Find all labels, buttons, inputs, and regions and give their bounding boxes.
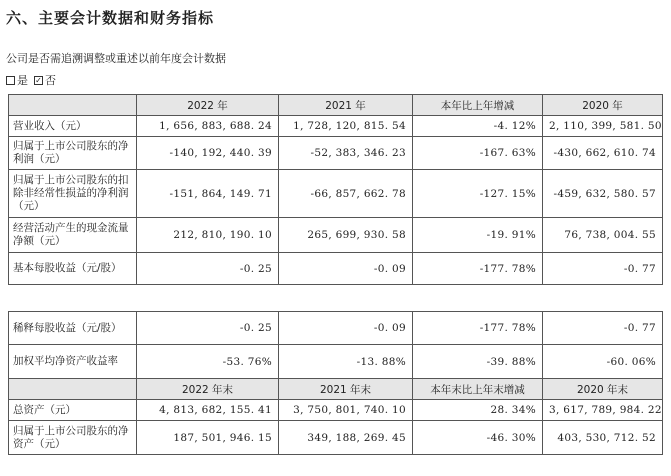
row-label: 归属于上市公司股东的扣除非经常性损益的净利润（元）	[9, 170, 137, 218]
financial-table-1	[8, 94, 663, 285]
header-cell: 2022 年末	[137, 379, 279, 400]
table-cell: -13. 88%	[279, 345, 413, 379]
table-cell: -4. 12%	[413, 116, 543, 137]
table-row	[9, 116, 663, 137]
header-cell: 2020 年	[543, 95, 663, 116]
checkbox-no[interactable]	[34, 76, 43, 85]
table-header-row	[9, 95, 663, 116]
table-cell: -39. 88%	[413, 345, 543, 379]
row-label: 归属于上市公司股东的净资产（元）	[9, 421, 137, 455]
table-cell: -140, 192, 440. 39	[137, 137, 279, 170]
table-row	[9, 421, 663, 455]
row-label: 加权平均净资产收益率	[9, 345, 137, 379]
table-cell: 1, 728, 120, 815. 54	[279, 116, 413, 137]
table-cell: -0. 25	[137, 312, 279, 345]
header-cell: 2021 年	[279, 95, 413, 116]
table-cell: 28. 34%	[413, 400, 543, 421]
table-cell: 1, 656, 883, 688. 24	[137, 116, 279, 137]
table-cell: -19. 91%	[413, 218, 543, 253]
table-cell: 3, 617, 789, 984. 22	[543, 400, 663, 421]
table-cell: 76, 738, 004. 55	[543, 218, 663, 253]
table-row	[9, 312, 663, 345]
table-cell: -127. 15%	[413, 170, 543, 218]
option-yes-label: 是	[17, 74, 28, 87]
table-row	[9, 170, 663, 218]
table-cell: 3, 750, 801, 740. 10	[279, 400, 413, 421]
header-cell: 本年比上年增减	[413, 95, 543, 116]
table-row	[9, 345, 663, 379]
row-label: 营业收入（元）	[9, 116, 137, 137]
table-cell: -0. 09	[279, 312, 413, 345]
restate-options	[6, 72, 56, 88]
table-cell: 212, 810, 190. 10	[137, 218, 279, 253]
table-cell: -0. 77	[543, 312, 663, 345]
table-cell: -430, 662, 610. 74	[543, 137, 663, 170]
table-cell: -53. 76%	[137, 345, 279, 379]
table-row	[9, 253, 663, 285]
table-header-row	[9, 379, 663, 400]
table-cell: -66, 857, 662. 78	[279, 170, 413, 218]
table-cell: -151, 864, 149. 71	[137, 170, 279, 218]
row-label: 基本每股收益（元/股）	[9, 253, 137, 285]
restate-question: 公司是否需追溯调整或重述以前年度会计数据	[6, 52, 226, 65]
header-cell: 2022 年	[137, 95, 279, 116]
table-cell: -177. 78%	[413, 253, 543, 285]
table-row	[9, 400, 663, 421]
table-cell: -167. 63%	[413, 137, 543, 170]
table-row	[9, 218, 663, 253]
row-label: 总资产（元）	[9, 400, 137, 421]
header-cell	[9, 95, 137, 116]
table-cell: -459, 632, 580. 57	[543, 170, 663, 218]
financial-table-2	[8, 311, 663, 455]
table-cell: 2, 110, 399, 581. 50	[543, 116, 663, 137]
row-label: 稀释每股收益（元/股）	[9, 312, 137, 345]
header-cell: 本年末比上年末增减	[413, 379, 543, 400]
table-cell: 403, 530, 712. 52	[543, 421, 663, 455]
table-cell: 4, 813, 682, 155. 41	[137, 400, 279, 421]
table-cell: -0. 09	[279, 253, 413, 285]
header-cell	[9, 379, 137, 400]
table-cell: -60. 06%	[543, 345, 663, 379]
table-row	[9, 137, 663, 170]
row-label: 经营活动产生的现金流量净额（元）	[9, 218, 137, 253]
header-cell: 2020 年末	[543, 379, 663, 400]
table-cell: 265, 699, 930. 58	[279, 218, 413, 253]
table-cell: 187, 501, 946. 15	[137, 421, 279, 455]
header-cell: 2021 年末	[279, 379, 413, 400]
section-title: 六、主要会计数据和财务指标	[6, 9, 215, 27]
table-cell: -52, 383, 346. 23	[279, 137, 413, 170]
option-no-label: 否	[45, 74, 56, 87]
table-cell: -0. 77	[543, 253, 663, 285]
table-cell: -0. 25	[137, 253, 279, 285]
row-label: 归属于上市公司股东的净利润（元）	[9, 137, 137, 170]
table-cell: 349, 188, 269. 45	[279, 421, 413, 455]
table-cell: -177. 78%	[413, 312, 543, 345]
checkbox-yes[interactable]	[6, 76, 15, 85]
table-cell: -46. 30%	[413, 421, 543, 455]
